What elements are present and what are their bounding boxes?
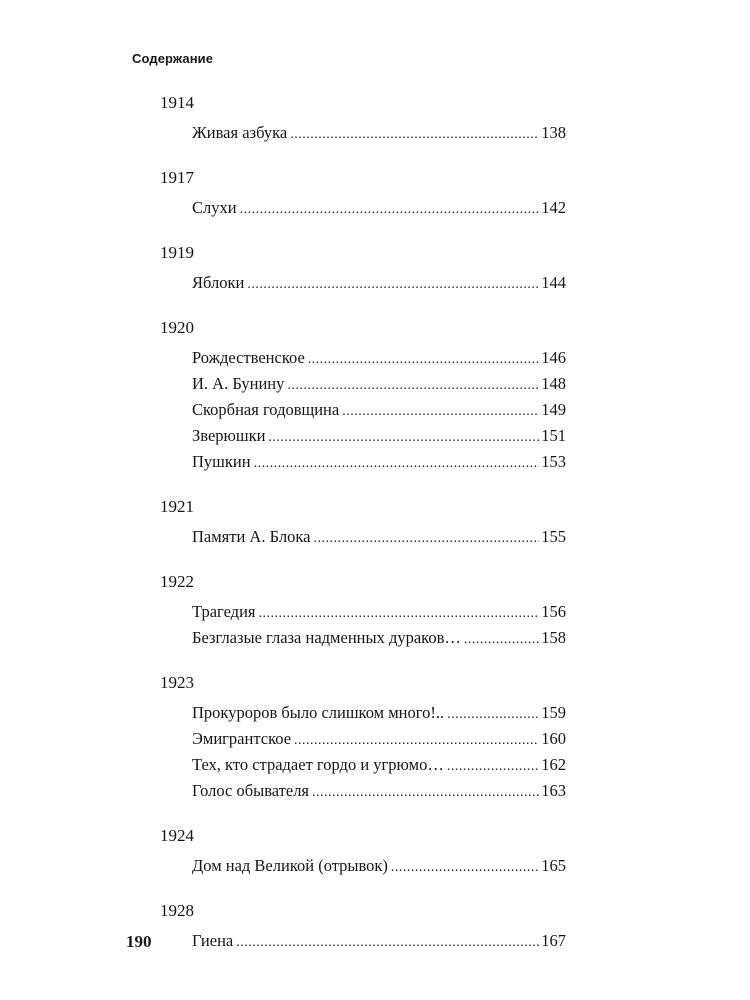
table-of-contents — [160, 93, 566, 976]
toc-entry — [192, 599, 566, 625]
toc-entry — [192, 700, 566, 726]
dot-leader — [313, 526, 539, 552]
toc-section-1914 — [160, 93, 566, 146]
entry-title: Гиена — [192, 931, 234, 950]
dot-leader — [259, 601, 540, 627]
entry-title: Скорбная годовщина — [192, 400, 340, 419]
year-heading: 1928 — [160, 901, 194, 920]
toc-section-1922 — [160, 572, 566, 651]
dot-leader — [464, 627, 539, 653]
entry-list — [160, 928, 566, 954]
toc-entry — [192, 345, 566, 371]
entry-page-number: 159 — [541, 703, 566, 722]
entry-list — [160, 120, 566, 146]
year-heading: 1924 — [160, 826, 194, 845]
entry-title: Прокуроров было слишком много!.. — [192, 703, 445, 722]
entry-page-number: 142 — [541, 198, 566, 217]
year-heading: 1922 — [160, 572, 194, 591]
entry-title: Пушкин — [192, 452, 251, 471]
entry-title: Безглазые глаза надменных дураков… — [192, 628, 461, 647]
entry-title: Дом над Великой (отрывок) — [192, 856, 388, 875]
toc-entry — [192, 195, 566, 221]
entry-title: Эмигрантское — [192, 729, 292, 748]
toc-entry — [192, 625, 566, 651]
year-heading: 1920 — [160, 318, 194, 337]
entry-list — [160, 524, 566, 550]
toc-entry — [192, 928, 566, 954]
dot-leader — [247, 272, 539, 298]
running-header: Содержание — [132, 51, 214, 66]
entry-page-number: 153 — [541, 452, 566, 471]
toc-entry — [192, 397, 566, 423]
entry-list — [160, 345, 566, 475]
toc-entry — [192, 752, 566, 778]
toc-section-1924 — [160, 826, 566, 879]
toc-entry — [192, 524, 566, 550]
toc-entry — [192, 423, 566, 449]
entry-page-number: 167 — [541, 931, 566, 950]
entry-list — [160, 853, 566, 879]
dot-leader — [236, 930, 539, 956]
dot-leader — [254, 451, 540, 477]
entry-title: Памяти А. Блока — [192, 527, 311, 546]
entry-page-number: 160 — [541, 729, 566, 748]
entry-page-number: 144 — [541, 273, 566, 292]
dot-leader — [391, 855, 539, 881]
toc-section-1921 — [160, 497, 566, 550]
entry-page-number: 163 — [541, 781, 566, 800]
entry-page-number: 156 — [541, 602, 566, 621]
dot-leader — [240, 197, 540, 223]
dot-leader — [290, 122, 539, 148]
entry-title: Тех, кто страдает гордо и угрюмо… — [192, 755, 444, 774]
entry-title: Голос обывателя — [192, 781, 310, 800]
year-heading: 1921 — [160, 497, 194, 516]
entry-page-number: 158 — [541, 628, 566, 647]
entry-list — [160, 700, 566, 804]
toc-section-1920 — [160, 318, 566, 475]
entry-title: Рождественское — [192, 348, 305, 367]
year-heading: 1914 — [160, 93, 194, 112]
toc-entry — [192, 778, 566, 804]
dot-leader — [447, 702, 539, 728]
dot-leader — [294, 728, 539, 754]
dot-leader — [342, 399, 539, 425]
year-heading: 1923 — [160, 673, 194, 692]
year-heading: 1917 — [160, 168, 194, 187]
entry-page-number: 155 — [541, 527, 566, 546]
toc-entry — [192, 270, 566, 296]
dot-leader — [308, 347, 539, 373]
entry-title: Слухи — [192, 198, 237, 217]
entry-title: Живая азбука — [192, 123, 288, 142]
entry-title: Трагедия — [192, 602, 256, 621]
dot-leader — [287, 373, 539, 399]
toc-entry — [192, 449, 566, 475]
entry-page-number: 149 — [541, 400, 566, 419]
toc-section-1917 — [160, 168, 566, 221]
year-heading: 1919 — [160, 243, 194, 262]
entry-page-number: 165 — [541, 856, 566, 875]
toc-section-1928 — [160, 901, 566, 954]
entry-title: И. А. Бунину — [192, 374, 285, 393]
entry-page-number: 138 — [541, 123, 566, 142]
entry-page-number: 146 — [541, 348, 566, 367]
entry-page-number: 162 — [541, 755, 566, 774]
entry-list — [160, 599, 566, 651]
toc-entry — [192, 371, 566, 397]
entry-title: Зверюшки — [192, 426, 266, 445]
entry-page-number: 148 — [541, 374, 566, 393]
toc-entry — [192, 726, 566, 752]
page-number: 190 — [126, 932, 152, 951]
entry-list — [160, 270, 566, 296]
dot-leader — [312, 780, 539, 806]
toc-section-1919 — [160, 243, 566, 296]
entry-page-number: 151 — [541, 426, 566, 445]
entry-list — [160, 195, 566, 221]
dot-leader — [268, 425, 539, 451]
toc-section-1923 — [160, 673, 566, 804]
toc-entry — [192, 120, 566, 146]
dot-leader — [447, 754, 539, 780]
entry-title: Яблоки — [192, 273, 245, 292]
toc-entry — [192, 853, 566, 879]
